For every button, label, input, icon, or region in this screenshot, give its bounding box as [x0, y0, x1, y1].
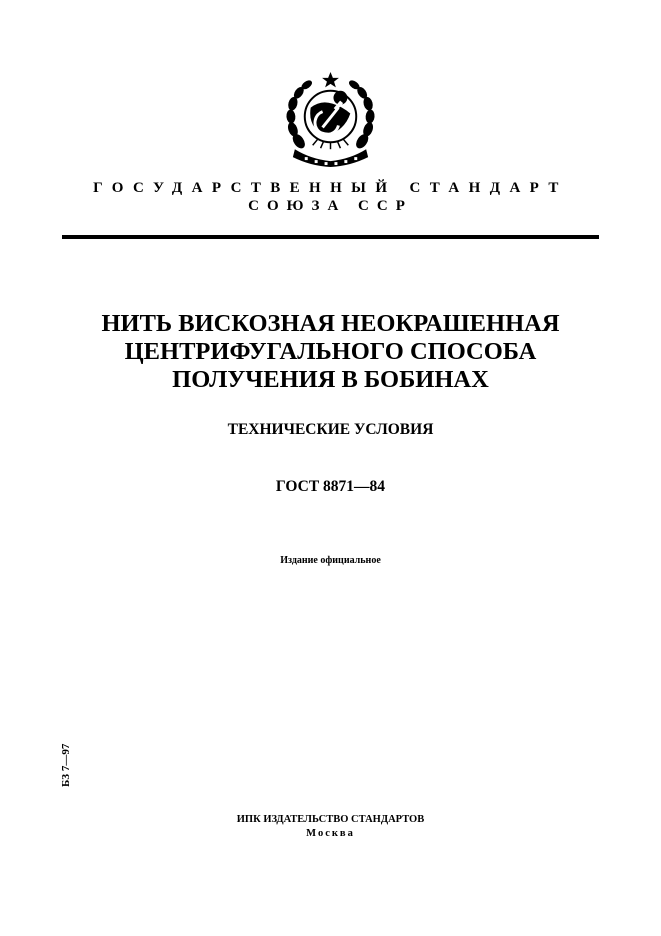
header-divider [62, 235, 599, 239]
title-line: ПОЛУЧЕНИЯ В БОБИНАХ [172, 366, 489, 393]
publisher-name: ИПК ИЗДАТЕЛЬСТВО СТАНДАРТОВ [236, 814, 425, 825]
document-title [0, 310, 661, 394]
document-subtitle: ТЕХНИЧЕСКИЕ УСЛОВИЯ [227, 421, 434, 438]
title-line: ЦЕНТРИФУГАЛЬНОГО СПОСОБА [124, 338, 537, 365]
header-state-standard: ГОСУДАРСТВЕННЫЙ СТАНДАРТ [93, 180, 568, 196]
standard-number: ГОСТ 8871—84 [275, 478, 386, 495]
header-union-ussr: СОЮЗА ССР [248, 198, 413, 214]
title-line: НИТЬ ВИСКОЗНАЯ НЕОКРАШЕННАЯ [101, 310, 560, 337]
edition-note: Издание официальное [280, 555, 381, 566]
publisher-city: Москва [306, 828, 355, 839]
ussr-state-emblem-icon [281, 70, 380, 169]
side-code: БЗ 7—97 [60, 743, 72, 787]
